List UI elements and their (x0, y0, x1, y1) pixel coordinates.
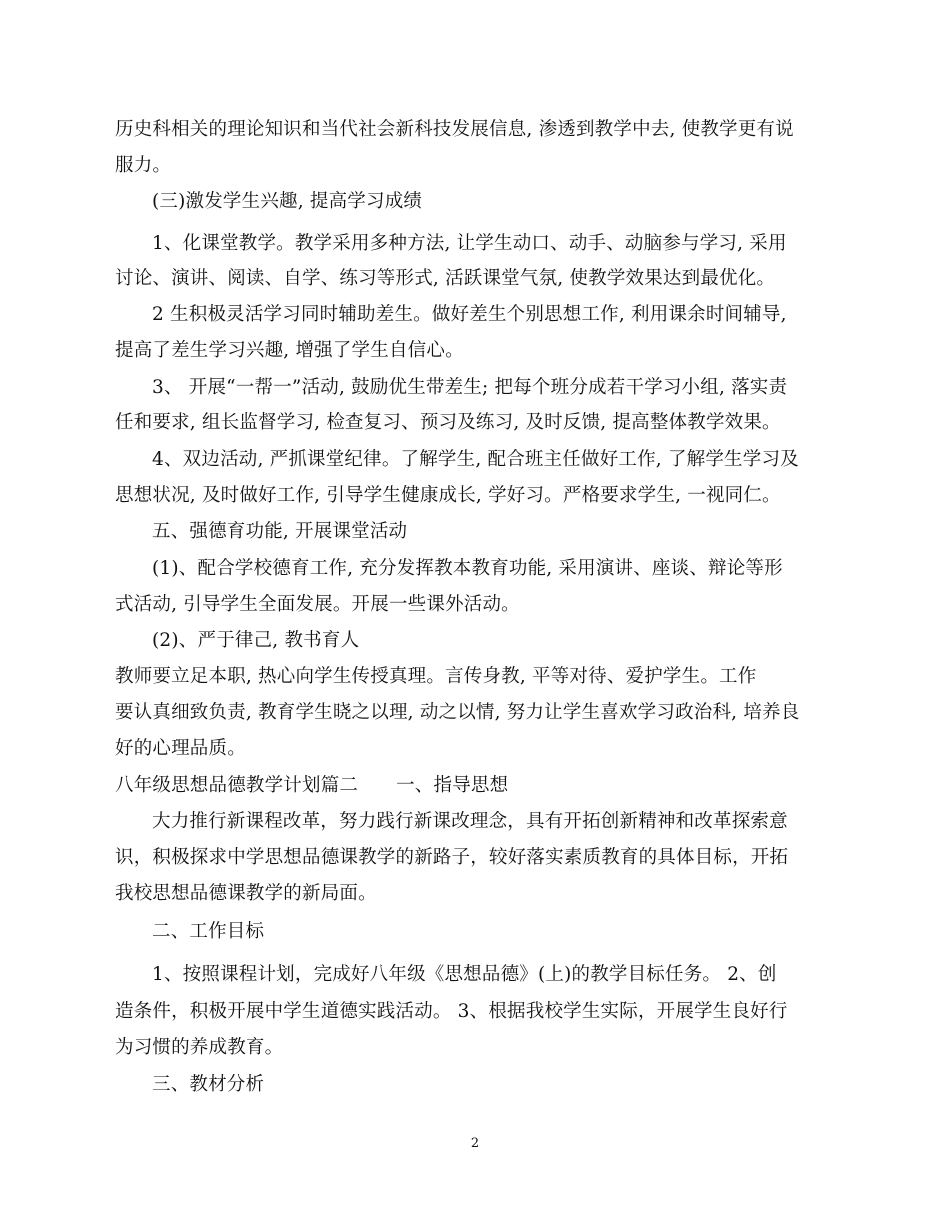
paragraph-line: 1、化课堂教学。教学采用多种方法, 让学生动口、动手、动脑参与学习, 采用 (152, 233, 787, 254)
paragraph-line: 造条件，积极开展中学生道德实践活动。 3、根据我校学生实际，开展学生良好行 (115, 1001, 788, 1022)
paragraph-line: 大力推行新课程改革，努力践行新课改理念，具有开拓创新精神和改革探索意 (152, 811, 788, 832)
paragraph-line: 我校思想品德课教学的新局面。 (115, 883, 377, 904)
article-title-line (115, 774, 835, 798)
section-heading: 三、教材分析 (152, 1074, 265, 1095)
page-number: 2 (470, 1136, 480, 1151)
paragraph-line: 2 生积极灵活学习同时辅助差生。做好差生个别思想工作, 利用课余时间辅导, (152, 304, 787, 325)
paragraph-line: 识，积极探求中学思想品德课教学的新路子，较好落实素质教育的具体目标，开拓 (115, 847, 789, 868)
section-heading: 一、指导思想 (396, 775, 509, 796)
paragraph-line: 1、按照课程计划，完成好八年级《思想品德》(上)的教学目标任务。 2、创 (152, 964, 777, 985)
section-heading: (三)激发学生兴趣, 提高学习成绩 (152, 191, 423, 212)
section-heading: (2)、严于律己, 教书育人 (152, 630, 360, 651)
paragraph-line: 为习惯的养成教育。 (115, 1037, 284, 1058)
paragraph-line: 4、双边活动, 严抓课堂纪律。了解学生, 配合班主任做好工作, 了解学生学习及 (152, 449, 799, 470)
paragraph-line: 式活动, 引导学生全面发展。开展一些课外活动。 (115, 594, 520, 615)
article-title: 八年级思想品德教学计划篇二 (115, 775, 359, 796)
paragraph-line: 思想状况, 及时做好工作, 引导学生健康成长, 学好习。严格要求学生, 一视同仁。 (115, 485, 781, 506)
paragraph-line: 服力。 (115, 155, 172, 176)
paragraph-line: 任和要求, 组长监督学习, 检查复习、预习及练习, 及时反馈, 提高整体教学效果。 (115, 412, 781, 433)
paragraph-line: (1)、配合学校德育工作, 充分发挥教本教育功能, 采用演讲、座谈、辩论等形 (152, 558, 783, 579)
paragraph-line: 好的心理品质。 (115, 738, 246, 759)
paragraph-line: 提高了差生学习兴趣, 增强了学生自信心。 (115, 340, 464, 361)
paragraph-line: 讨论、演讲、阅读、自学、练习等形式, 活跃课堂气氛, 使教学效果达到最优化。 (115, 268, 776, 289)
section-heading: 五、强德育功能, 开展课堂活动 (152, 521, 408, 542)
section-heading: 二、工作目标 (152, 921, 265, 942)
paragraph-line: 历史科相关的理论知识和当代社会新科技发展信息, 渗透到教学中去, 使教学更有说 (115, 119, 794, 140)
paragraph-line: 要认真细致负责, 教育学生晓之以理, 动之以情, 努力让学生喜欢学习政治科, 培养良 (115, 702, 800, 723)
paragraph-line: 教师要立足本职, 热心向学生传授真理。言传身教, 平等对待、爱护学生。工作 (115, 666, 757, 687)
paragraph-line: 3、 开展“一帮一”活动, 鼓励优生带差生; 把每个班分成若干学习小组, 落实责 (152, 377, 788, 398)
